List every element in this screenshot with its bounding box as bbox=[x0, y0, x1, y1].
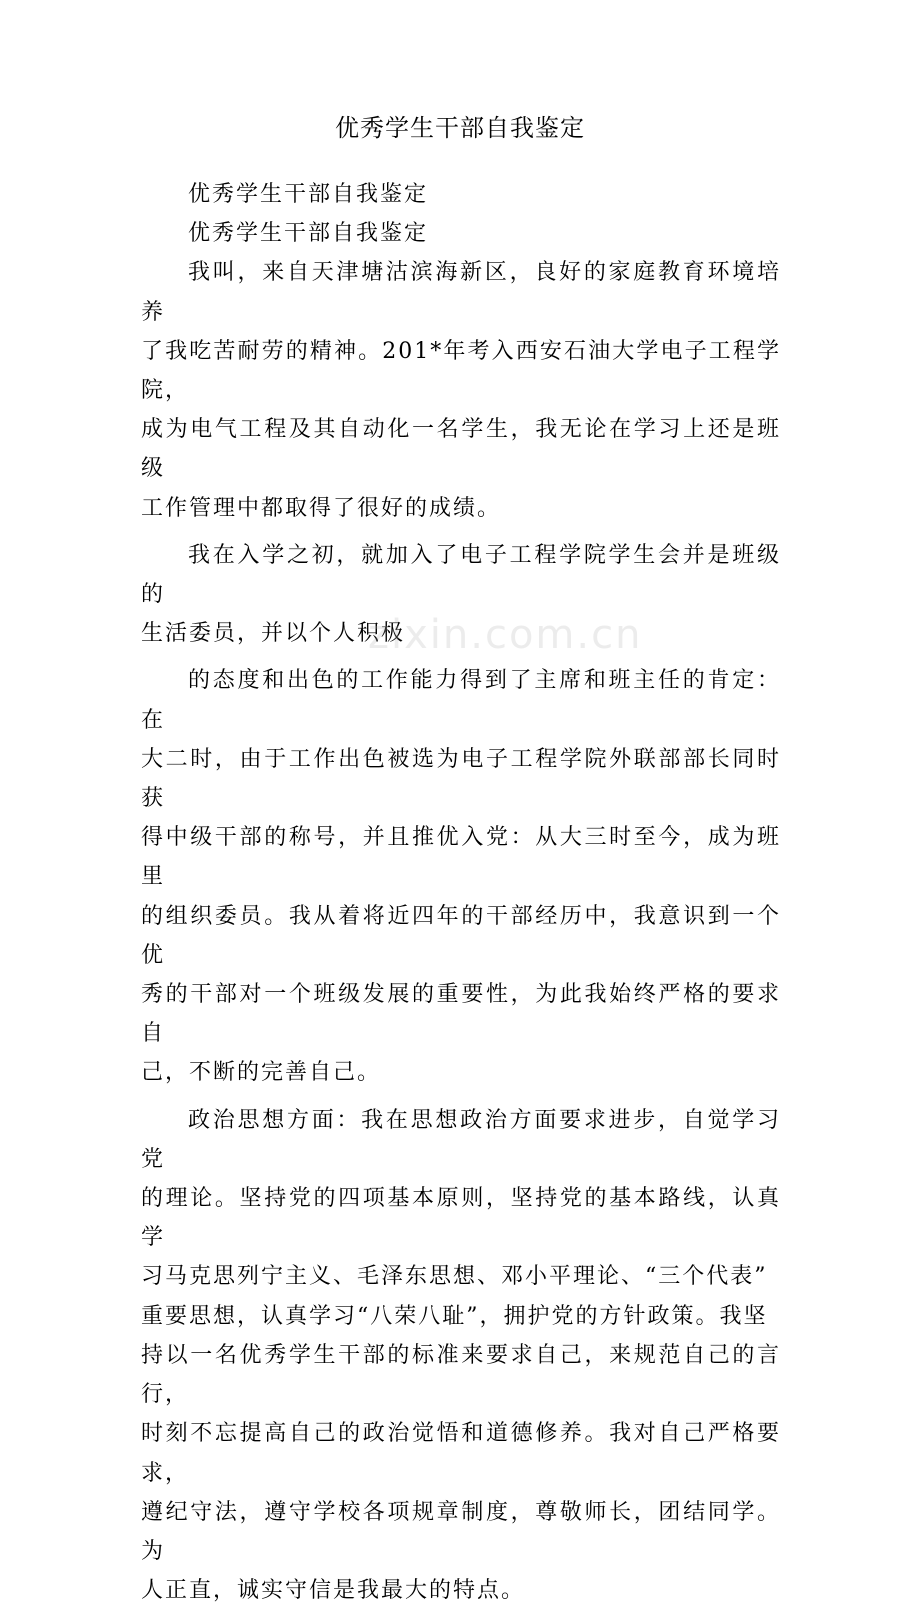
paragraph-subtitle-2: 优秀学生干部自我鉴定 bbox=[188, 221, 429, 247]
paragraph-political-thought: 政治思想方面：我在思想政治方面要求进步，自觉学习党 的理论。坚持党的四项基本原则，坚持党的基本路线，认真学 习马克思列宁主义、毛泽东思想、邓小平理论、“三个代表” 重要思想，认真学习“八荣八耻”，拥护党的方针政策。我坚 持以一名优秀学生干部的标准来要求自己，来规范自己的言行， 时刻不忘提高自己的政治觉悟和道德修养。我对自己严格要求， 遵纪守法，遵守学校各项规章制度，尊敬师长，团结同学。为 人正直，诚实守信是我最大的特点。 bbox=[141, 1107, 781, 1604]
paragraph-cadre-experience: 的态度和出色的工作能力得到了主席和班主任的肯定：在 大二时，由于工作出色被选为电子工程学院外联部部长同时获 得中级干部的称号，并且推优入党：从大三时至今，成为班里 的组织委员。我从着将近四年的干部经历中，我意识到一个优 秀的干部对一个班级发展的重要性，为此我始终严格的要求自 己，不断的完善自己。 bbox=[141, 668, 781, 1086]
document-body bbox=[141, 175, 781, 1610]
paragraph-introduction: 我叫，来自天津塘沽滨海新区，良好的家庭教育环境培养 了我吃苦耐劳的精神。201*年考入西安石油大学电子工程学院， 成为电气工程及其自动化一名学生，我无论在学习上还是班级 工作管理中都取得了很好的成绩。 bbox=[141, 260, 781, 521]
paragraph-subtitle-1: 优秀学生干部自我鉴定 bbox=[188, 182, 429, 207]
watermark-text: zixin.com.cn bbox=[368, 612, 643, 658]
paragraph-student-union: 我在入学之初，就加入了电子工程学院学生会并是班级的 生活委员，并以个人积极 bbox=[141, 542, 781, 647]
document-title: 优秀学生干部自我鉴定 bbox=[335, 114, 585, 142]
